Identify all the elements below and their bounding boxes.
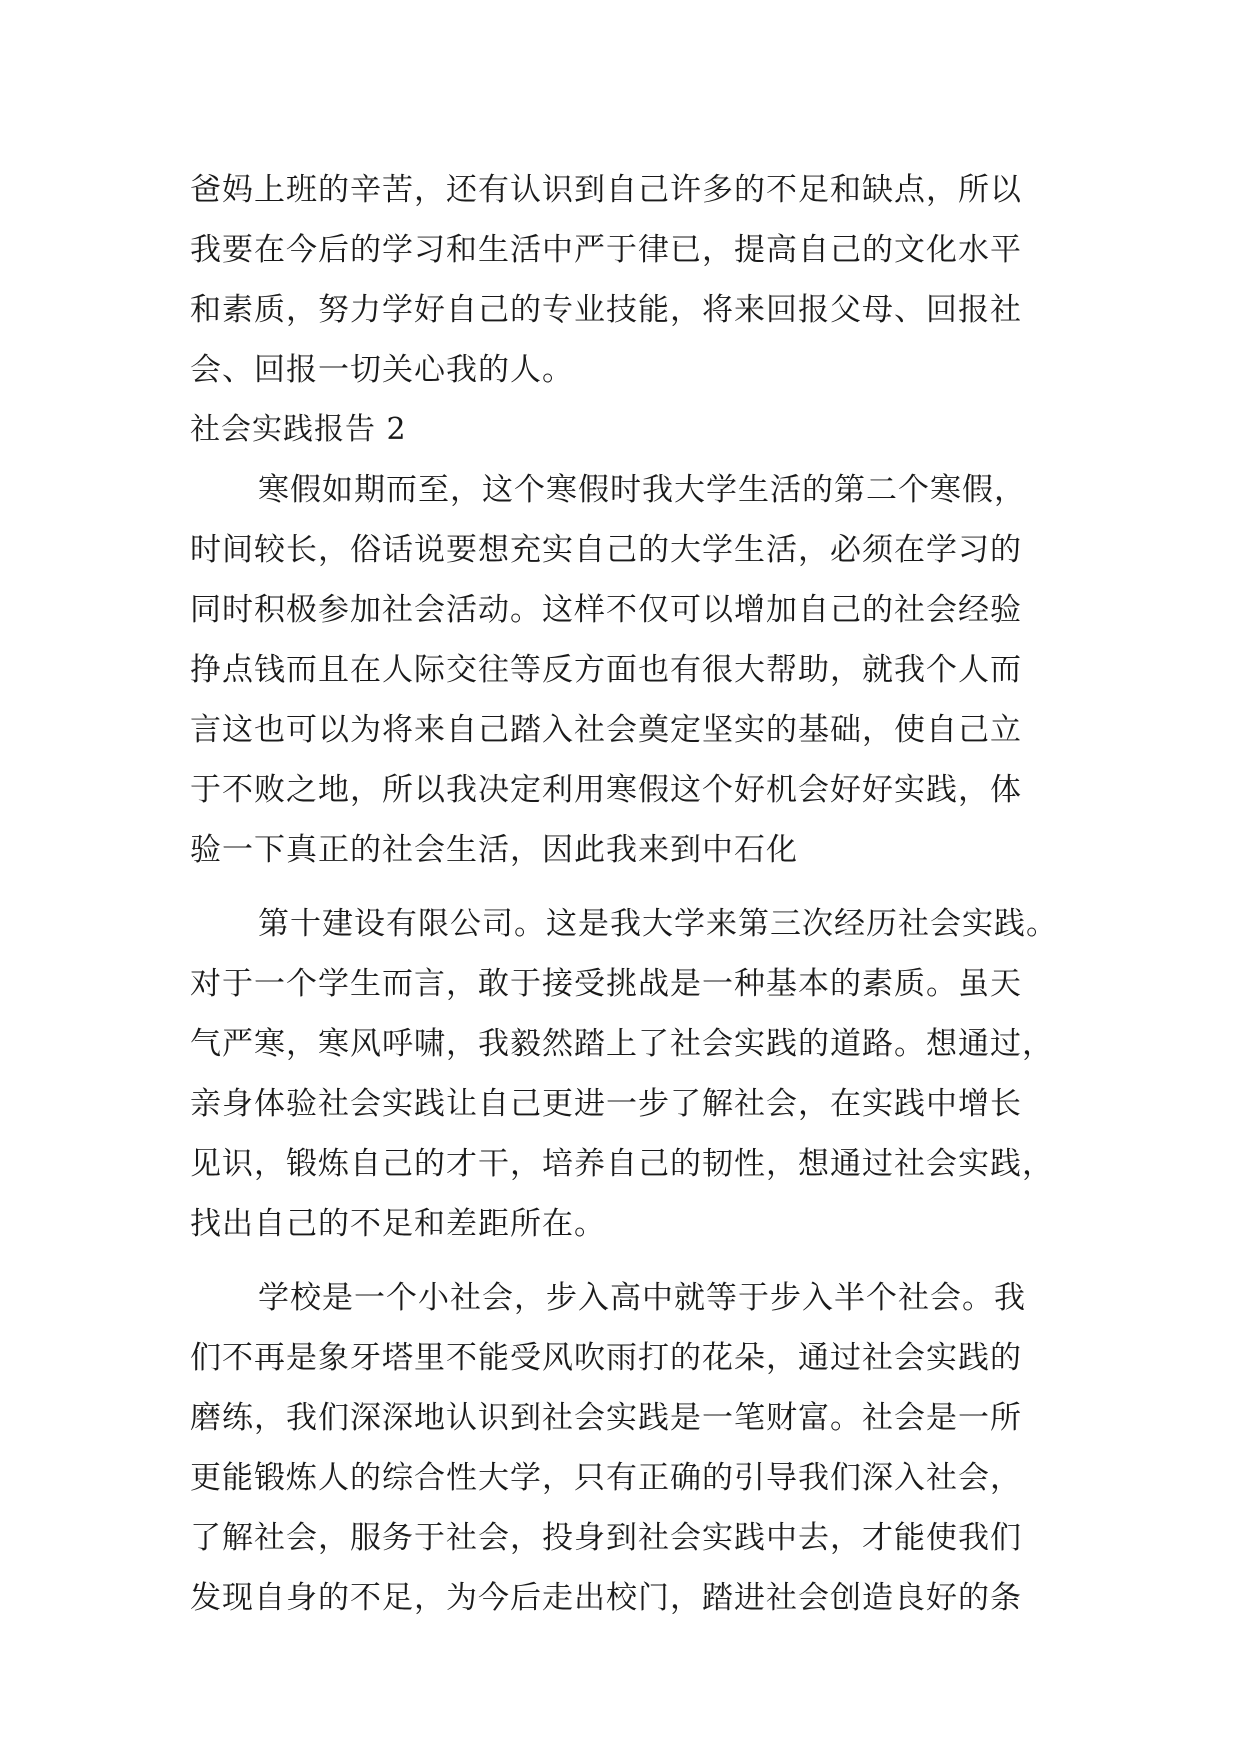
text-line: 同时积极参加社会活动。这样不仅可以增加自己的社会经验: [190, 592, 1022, 628]
text-line: 和素质，努力学好自己的专业技能，将来回报父母、回报社: [190, 292, 1022, 328]
text-line: 寒假如期而至，这个寒假时我大学生活的第二个寒假，: [258, 472, 1026, 508]
text-line: 我要在今后的学习和生活中严于律已，提高自己的文化水平: [190, 232, 1022, 268]
paragraph-3: [190, 1268, 1060, 1628]
paragraph-2: [190, 894, 1060, 1254]
paragraph-intro: [190, 160, 1060, 400]
text-line: 于不败之地，所以我决定利用寒假这个好机会好好实践，体: [190, 772, 1022, 808]
text-line: 亲身体验社会实践让自己更进一步了解社会，在实践中增长: [190, 1086, 1022, 1122]
text-line: 挣点钱而且在人际交往等反方面也有很大帮助，就我个人而: [190, 652, 1022, 688]
text-line: 验一下真正的社会生活，因此我来到中石化: [190, 832, 798, 868]
text-line: 言这也可以为将来自己踏入社会奠定坚实的基础，使自己立: [190, 712, 1022, 748]
text-line: 找出自己的不足和差距所在。: [190, 1206, 606, 1242]
text-line: 爸妈上班的辛苦，还有认识到自己许多的不足和缺点，所以: [190, 172, 1022, 208]
text-line: 们不再是象牙塔里不能受风吹雨打的花朵，通过社会实践的: [190, 1340, 1022, 1376]
document-body: [190, 160, 1060, 1628]
text-line: 对于一个学生而言，敢于接受挑战是一种基本的素质。虽天: [190, 966, 1022, 1002]
text-line: 时间较长，俗话说要想充实自己的大学生活，必须在学习的: [190, 532, 1022, 568]
text-line: 了解社会，服务于社会，投身到社会实践中去，才能使我们: [190, 1520, 1022, 1556]
paragraph-1: [190, 460, 1060, 880]
text-line: 第十建设有限公司。这是我大学来第三次经历社会实践。: [258, 906, 1058, 942]
text-line: 更能锻炼人的综合性大学，只有正确的引导我们深入社会，: [190, 1460, 1022, 1496]
text-line: 见识，锻炼自己的才干，培养自己的韧性，想通过社会实践，: [190, 1146, 1054, 1182]
section-heading: 社会实践报告 2: [190, 412, 407, 447]
text-line: 发现自身的不足，为今后走出校门，踏进社会创造良好的条: [190, 1580, 1022, 1616]
text-line: 会、回报一切关心我的人。: [190, 352, 574, 388]
text-line: 磨练，我们深深地认识到社会实践是一笔财富。社会是一所: [190, 1400, 1022, 1436]
text-line: 学校是一个小社会，步入高中就等于步入半个社会。我: [258, 1280, 1026, 1316]
text-line: 气严寒，寒风呼啸，我毅然踏上了社会实践的道路。想通过，: [190, 1026, 1054, 1062]
